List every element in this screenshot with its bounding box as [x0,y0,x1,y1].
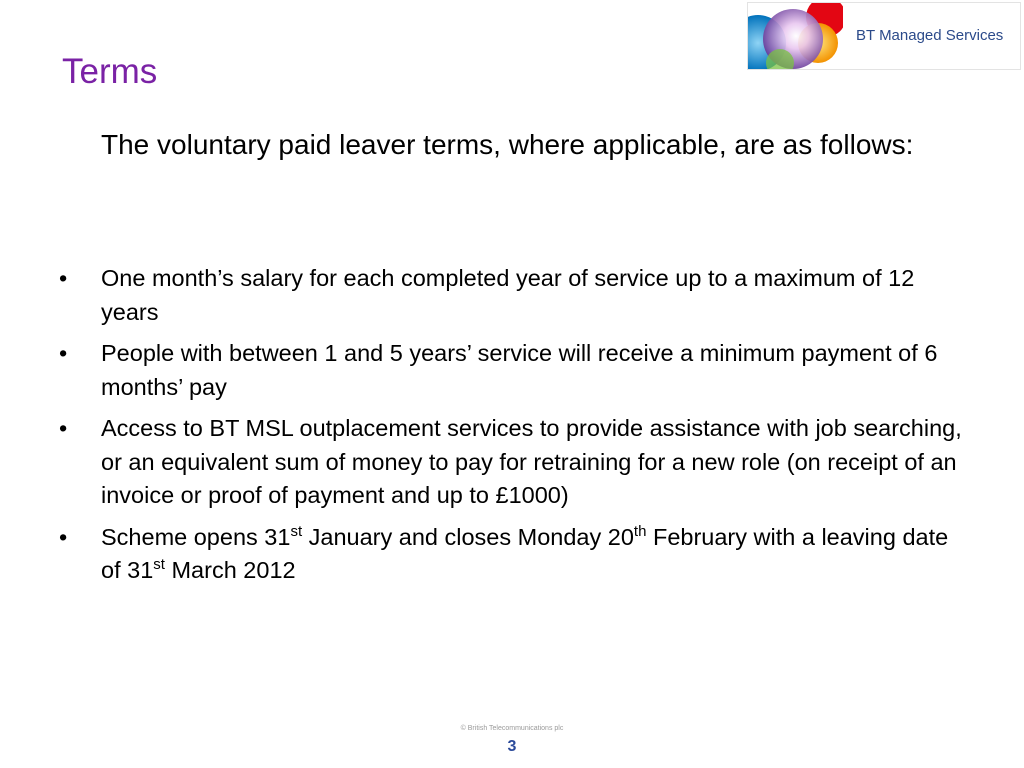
bullet-minimum-payment [59,337,964,404]
bullet-text: People with between 1 and 5 years’ service will receive a minimum payment of 6 months’ pay [101,340,938,400]
intro-paragraph: The voluntary paid leaver terms, where applicable, are as follows: [101,129,914,160]
bullet-text-part: Scheme opens 31 [101,523,291,550]
bullet-text-part: February with a leaving date of 31 [101,523,949,583]
bullet-text-part: March 2012 [164,557,296,583]
slide-title: Terms [62,52,158,91]
page-number: 3 [507,738,517,755]
bullet-salary [59,262,964,329]
ordinal-suffix: st [290,522,303,540]
bullet-text-part: January and closes Monday 20 [302,523,634,550]
bullet-text: Access to BT MSL outplacement services to provide assistance with job searching, or an equivalent sum of money to pay for retraining for a new role (on receipt of an invoice or proof of payment and up to £1000) [101,415,962,508]
ordinal-suffix: st [153,556,165,573]
bt-piper-logo-icon [748,3,843,69]
copyright-notice: © British Telecommunications plc [460,725,564,732]
bullet-point-icon: • [59,415,68,441]
bt-managed-services-logo [747,2,1021,70]
logo-brand-text: BT Managed Services [856,27,1004,44]
bullet-outplacement [59,412,964,513]
bullet-text: One month’s salary for each completed year of service up to a maximum of 12 years [101,265,915,325]
bullet-point-icon: • [59,265,68,291]
bullet-scheme-dates [59,521,964,588]
terms-bullet-list [59,262,964,596]
ordinal-suffix: th [633,522,647,540]
bullet-point-icon: • [59,340,68,366]
bullet-point-icon: • [59,523,68,550]
